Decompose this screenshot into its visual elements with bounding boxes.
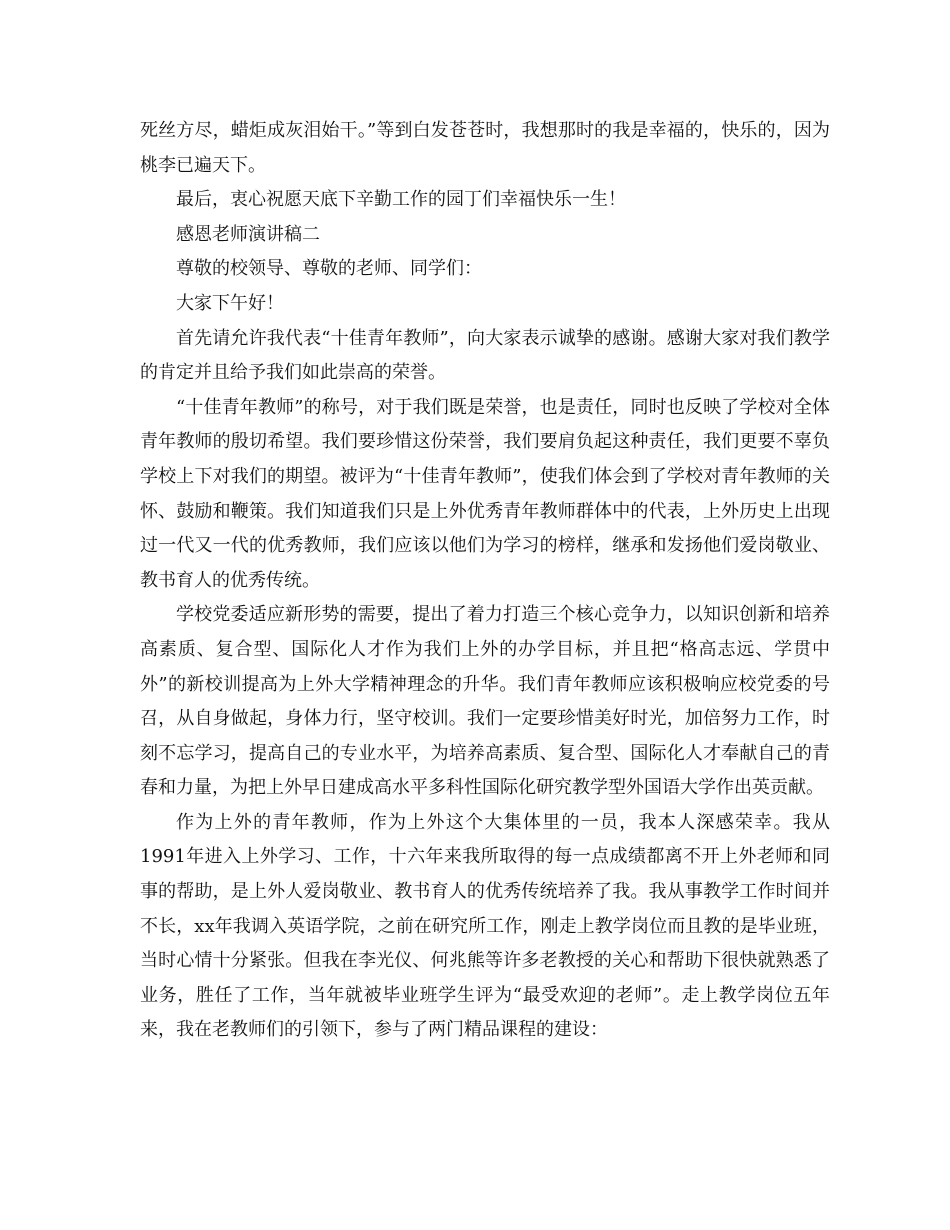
salutation: 尊敬的校领导、尊敬的老师、同学们：	[176, 258, 482, 280]
paragraph-personal: 作为上外的青年教师，作为上外这个大集体里的一员，我本人深感荣幸。我从1991年进入上外学习、工作，十六年来我所取得的每一点成绩都离不开上外老师和同事的帮助，是上外人爱岗敬业、教书育人的优秀传统培养了我。我从事教学工作时间并不长，xx年我调入英语学院，之前在研究所工作，刚走上教学岗位而且教的是毕业班，当时心情十分紧张。但我在李光仪、何兆熊等许多老教授的关心和帮助下很快就熟悉了业务，胜任了工作，当年就被毕业班学生评为“最受欢迎的老师”。走上教学岗位五年来，我在老教师们的引领下，参与了两门精品课程的建设：	[140, 811, 830, 1041]
document-body	[140, 114, 830, 1048]
paragraph-thanks: 首先请允许我代表“十佳青年教师”，向大家表示诚挚的感谢。感谢大家对我们教学的肯定并且给予我们如此崇高的荣誉。	[140, 327, 830, 384]
section-heading: 感恩老师演讲稿二	[176, 223, 320, 245]
paragraph-school-goals: 学校党委适应新形势的需要，提出了着力打造三个核心竞争力，以知识创新和培养高素质、复合型、国际化人才作为我们上外的办学目标，并且把“格高志远、学贯中外”的新校训提高为上外大学精神理念的升华。我们青年教师应该积极响应校党委的号召，从自身做起，身体力行，坚守校训。我们一定要珍惜美好时光，加倍努力工作，时刻不忘学习，提高自己的专业水平，为培养高素质、复合型、国际化人才奉献自己的青春和力量，为把上外早日建成高水平多科性国际化研究教学型外国语大学作出英贡献。	[140, 604, 830, 799]
paragraph-closing-wish: 最后，衷心祝愿天底下辛勤工作的园丁们幸福快乐一生！	[176, 189, 626, 211]
greeting: 大家下午好！	[176, 292, 284, 314]
paragraph-honor: “十佳青年教师”的称号，对于我们既是荣誉，也是责任，同时也反映了学校对全体青年教师的殷切希望。我们要珍惜这份荣誉，我们要肩负起这种责任，我们更要不辜负学校上下对我们的期望。被评为“十佳青年教师”，使我们体会到了学校对青年教师的关怀、鼓励和鞭策。我们知道我们只是上外优秀青年教师群体中的代表，上外历史上出现过一代又一代的优秀教师，我们应该以他们为学习的榜样，继承和发扬他们爱岗敬业、教书育人的优秀传统。	[140, 396, 830, 591]
paragraph-continued-poem: 死丝方尽，蜡炬成灰泪始干。”等到白发苍苍时，我想那时的我是幸福的，快乐的，因为桃李已遍天下。	[140, 120, 830, 176]
